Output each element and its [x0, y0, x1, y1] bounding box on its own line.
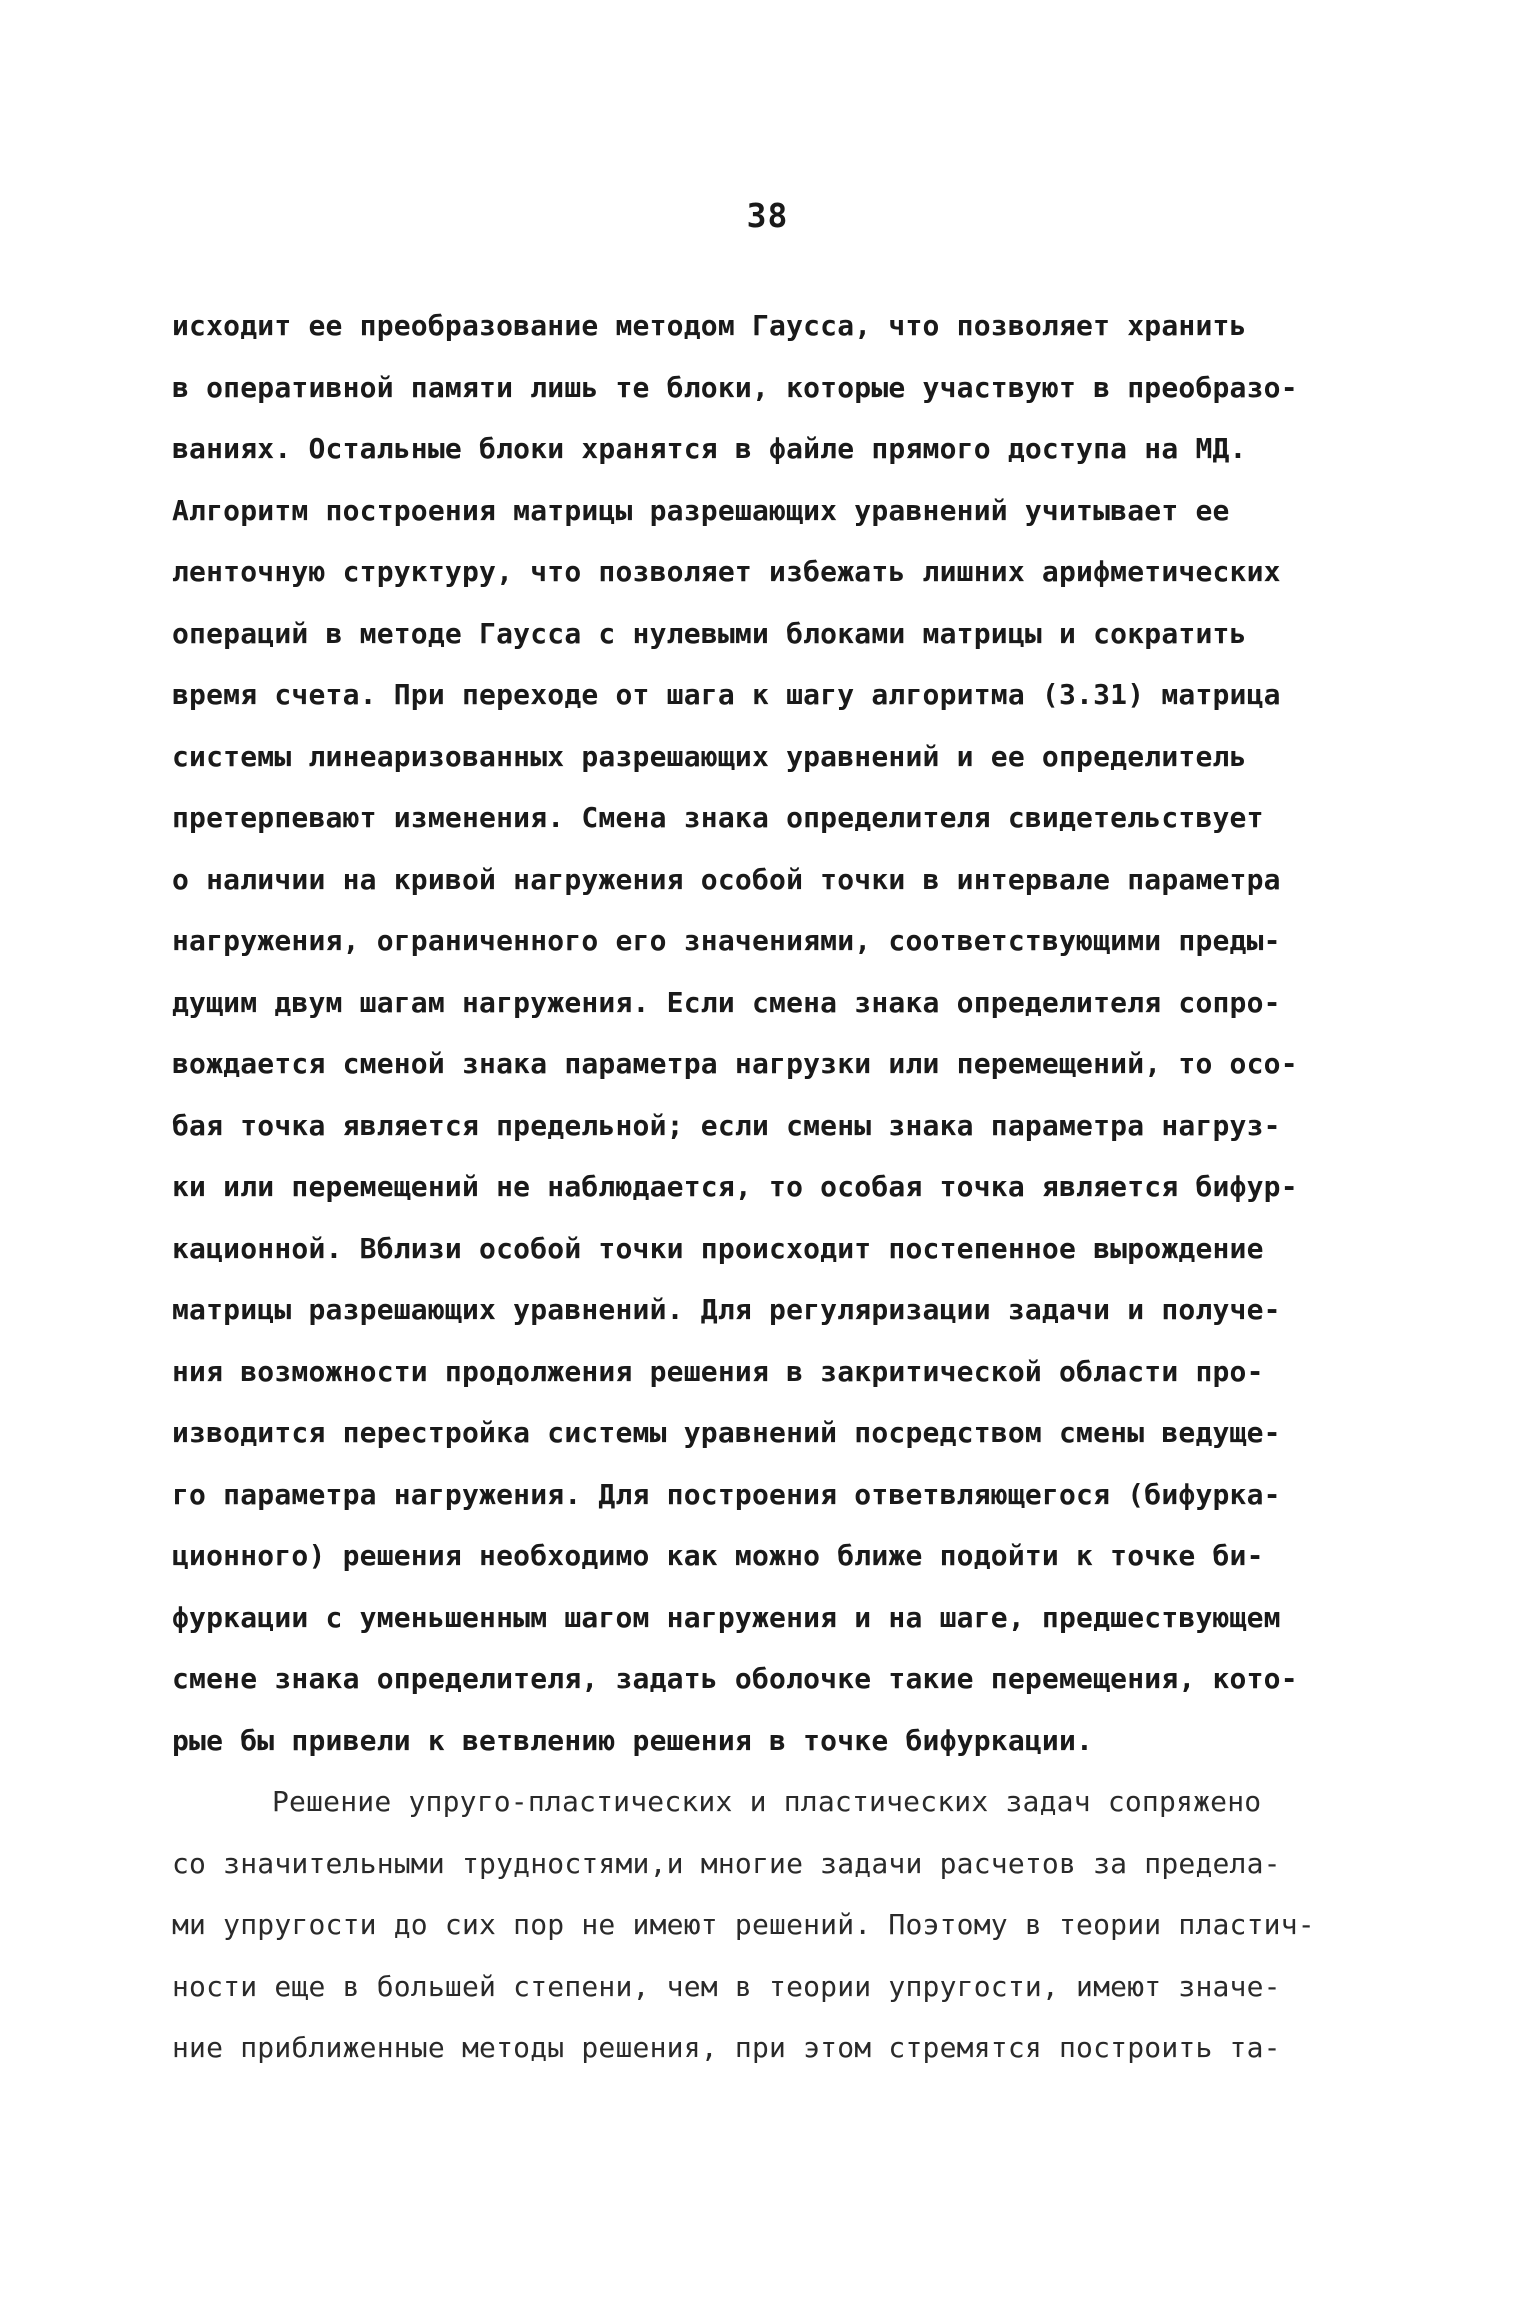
text-line: го параметра нагружения. Для построения ответвляющегося (бифурка- — [172, 1477, 1281, 1511]
text-line: время счета. При переходе от шага к шагу алгоритма (3.31) матрица — [172, 678, 1281, 711]
text-line: ми упругости до сих пор не имеют решений. Поэтому в теории пластич- — [172, 1908, 1315, 1941]
text-line: матрицы разрешающих уравнений. Для регуляризации задачи и получе- — [172, 1293, 1281, 1326]
text-line: ционного) решения необходимо как можно ближе подойти к точке би- — [172, 1539, 1264, 1572]
text-line: со значительными трудностями,и многие задачи расчетов за предела- — [172, 1846, 1281, 1880]
text-line: ния возможности продолжения решения в закритической области про- — [172, 1354, 1264, 1388]
text-line: в оперативной памяти лишь те блоки, которые участвуют в преобразо- — [172, 370, 1298, 404]
text-line: ки или перемещений не наблюдается, то особая точка является бифур- — [172, 1170, 1298, 1203]
body-text — [172, 295, 1452, 2079]
text-line: смене знака определителя, задать оболочке такие перемещения, кото- — [172, 1662, 1298, 1695]
text-line: о наличии на кривой нагружения особой точки в интервале параметра — [172, 862, 1281, 896]
text-line: дущим двум шагам нагружения. Если смена знака определителя сопро- — [172, 985, 1281, 1019]
text-line: изводится перестройка системы уравнений посредством смены ведуще- — [172, 1416, 1281, 1449]
text-line: исходит ее преобразование методом Гаусса, что позволяет хранить — [172, 309, 1247, 342]
text-line: нагружения, ограниченного его значениями, соответствующими преды- — [172, 924, 1281, 957]
text-line: кационной. Вблизи особой точки происходит постепенное вырождение — [172, 1231, 1264, 1265]
text-line: операций в методе Гаусса с нулевыми блоками матрицы и сократить — [172, 616, 1247, 650]
text-line: Алгоритм построения матрицы разрешающих уравнений учитывает ее — [172, 493, 1230, 527]
text-line: системы линеаризованных разрешающих уравнений и ее определитель — [172, 739, 1247, 773]
text-line: ние приближенные методы решения, при этом стремятся построить та- — [172, 2031, 1281, 2064]
text-line: фуркации с уменьшенным шагом нагружения и на шаге, предшествующем — [172, 1600, 1281, 1634]
text-line: претерпевают изменения. Смена знака определителя свидетельствует — [172, 801, 1264, 834]
text-line: ленточную структуру, что позволяет избежать лишних арифметических — [172, 555, 1281, 588]
text-line: вождается сменой знака параметра нагрузки или перемещений, то осо- — [172, 1047, 1298, 1080]
text-line: ности еще в большей степени, чем в теории упругости, имеют значе- — [172, 1969, 1281, 2003]
text-line: бая точка является предельной; если смены знака параметра нагруз- — [172, 1108, 1281, 1142]
text-line: ваниях. Остальные блоки хранятся в файле прямого доступа на МД. — [172, 432, 1247, 465]
page-number: 38 — [746, 196, 789, 235]
text-line: рые бы привели к ветвлению решения в точке бифуркации. — [172, 1723, 1094, 1757]
paragraph-start-line: Решение упруго-пластических и пластических задач сопряжено — [272, 1785, 1262, 1818]
